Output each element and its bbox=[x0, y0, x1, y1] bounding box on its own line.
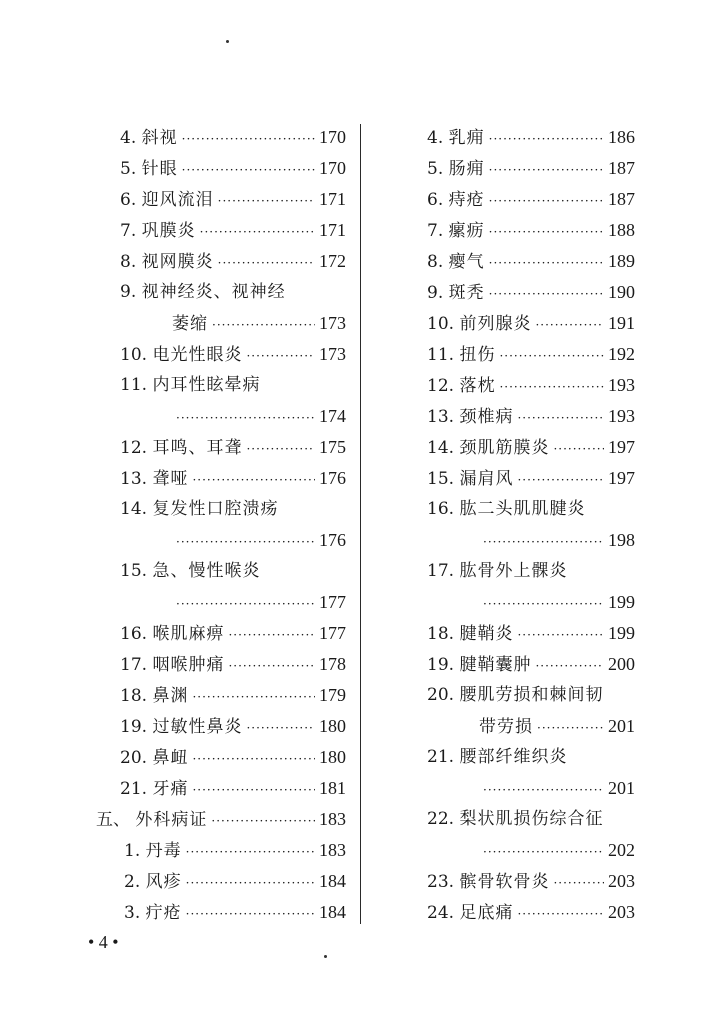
toc-entry-title: 颈肌筋膜炎 bbox=[459, 438, 550, 458]
toc-entry[interactable] bbox=[403, 153, 635, 184]
toc-page-number: 187 bbox=[608, 158, 635, 178]
toc-entry-title: 扭伤 bbox=[459, 345, 496, 365]
toc-entry-title: 颈椎病 bbox=[459, 407, 514, 427]
toc-entry[interactable] bbox=[403, 587, 635, 618]
toc-entry-number: 21. bbox=[427, 747, 455, 767]
toc-entry[interactable] bbox=[96, 153, 346, 184]
toc-entry[interactable] bbox=[403, 680, 635, 711]
toc-page-number: 184 bbox=[319, 902, 346, 922]
dot-leader bbox=[182, 124, 315, 155]
toc-entry-title: 乳痈 bbox=[448, 128, 485, 148]
toc-entry[interactable] bbox=[96, 277, 346, 308]
toc-entry-title: 腱鞘炎 bbox=[459, 624, 514, 644]
toc-entry-number: 6. bbox=[427, 190, 444, 210]
toc-page-number: 180 bbox=[319, 747, 346, 767]
toc-entry-title: 聋哑 bbox=[152, 469, 189, 489]
dot-leader bbox=[517, 403, 604, 434]
toc-entry-number: 19. bbox=[427, 655, 455, 675]
toc-entry[interactable] bbox=[96, 370, 346, 401]
toc-entry-number: 14. bbox=[427, 438, 455, 458]
toc-page-number: 177 bbox=[319, 623, 346, 643]
toc-page-number: 197 bbox=[608, 468, 635, 488]
toc-entry[interactable] bbox=[96, 649, 346, 680]
toc-entry[interactable] bbox=[403, 618, 635, 649]
toc-entry[interactable] bbox=[96, 246, 346, 277]
toc-entry[interactable] bbox=[96, 339, 346, 370]
dot-leader bbox=[176, 527, 315, 558]
toc-page-number: 193 bbox=[608, 375, 635, 395]
dot-leader bbox=[192, 465, 315, 496]
toc-page-number: 190 bbox=[608, 282, 635, 302]
toc-entry-title: 风疹 bbox=[145, 872, 182, 892]
toc-entry-title: 耳鸣、耳聋 bbox=[152, 438, 243, 458]
toc-entry-number: 5. bbox=[120, 159, 137, 179]
toc-page-number: 179 bbox=[319, 685, 346, 705]
toc-entry-title: 斑秃 bbox=[448, 283, 485, 303]
toc-entry-title: 过敏性鼻炎 bbox=[152, 717, 243, 737]
toc-entry-title: 电光性眼炎 bbox=[152, 345, 243, 365]
toc-page-number: 199 bbox=[608, 592, 635, 612]
dot-leader bbox=[483, 837, 604, 868]
toc-entry[interactable] bbox=[403, 866, 635, 897]
toc-entry-title: 牙痛 bbox=[152, 779, 189, 799]
toc-entry-title: 肱二头肌肌腱炎 bbox=[459, 499, 586, 519]
toc-page-number: 197 bbox=[608, 437, 635, 457]
toc-page-number: 201 bbox=[608, 778, 635, 798]
toc-page-number: 201 bbox=[608, 716, 635, 736]
toc-page-number: 180 bbox=[319, 716, 346, 736]
toc-entry-number: 10. bbox=[427, 314, 455, 334]
toc-entry[interactable] bbox=[96, 525, 346, 556]
toc-entry-title: 疔疮 bbox=[145, 903, 182, 923]
toc-page-number: 188 bbox=[608, 220, 635, 240]
dot-leader bbox=[246, 713, 315, 744]
toc-entry-number: 8. bbox=[120, 252, 137, 272]
page-folio: • 4 • bbox=[88, 932, 119, 952]
toc-entry-number: 10. bbox=[120, 345, 148, 365]
toc-page-number: 192 bbox=[608, 344, 635, 364]
toc-page-number: 172 bbox=[319, 251, 346, 271]
dot-leader bbox=[489, 279, 604, 310]
toc-entry-title: 咽喉肿痛 bbox=[152, 655, 225, 675]
toc-entry-title: 腱鞘囊肿 bbox=[459, 655, 532, 675]
toc-entry[interactable] bbox=[403, 463, 635, 494]
toc-entry-title: 瘿气 bbox=[448, 252, 485, 272]
toc-entry-number: 9. bbox=[120, 282, 137, 302]
dot-leader bbox=[489, 248, 604, 279]
toc-page-number: 199 bbox=[608, 623, 635, 643]
toc-page-number: 176 bbox=[319, 468, 346, 488]
toc-page-number: 173 bbox=[319, 313, 346, 333]
toc-entry[interactable] bbox=[96, 184, 346, 215]
toc-entry[interactable] bbox=[403, 432, 635, 463]
toc-entry-title: 肠痈 bbox=[448, 159, 485, 179]
toc-entry[interactable] bbox=[96, 897, 346, 928]
toc-page-number: 187 bbox=[608, 189, 635, 209]
toc-entry-title: 瘰疬 bbox=[448, 221, 485, 241]
dot-leader bbox=[186, 899, 315, 930]
toc-entry-title: 丹毒 bbox=[145, 841, 182, 861]
toc-entry-number: 11. bbox=[120, 375, 148, 395]
toc-entry-title: 巩膜炎 bbox=[141, 221, 196, 241]
dot-leader bbox=[218, 248, 315, 279]
toc-entry-title: 漏肩风 bbox=[459, 469, 514, 489]
toc-entry[interactable] bbox=[403, 370, 635, 401]
toc-entry[interactable] bbox=[403, 494, 635, 525]
toc-entry-title: 斜视 bbox=[141, 128, 178, 148]
speck bbox=[226, 40, 229, 43]
toc-entry-number: 14. bbox=[120, 499, 148, 519]
toc-page-number: 170 bbox=[319, 158, 346, 178]
toc-entry[interactable] bbox=[403, 122, 635, 153]
toc-entry[interactable] bbox=[96, 866, 346, 897]
toc-entry-title: 视网膜炎 bbox=[141, 252, 214, 272]
toc-left-column bbox=[96, 122, 346, 928]
toc-entry-title: 视神经炎、视神经 bbox=[141, 282, 286, 302]
toc-entry-number: 11. bbox=[427, 345, 455, 365]
dot-leader bbox=[211, 806, 315, 837]
toc-page-number: 177 bbox=[319, 592, 346, 612]
toc-page-number: 174 bbox=[319, 406, 346, 426]
toc-entry-number: 9. bbox=[427, 283, 444, 303]
toc-entry[interactable] bbox=[96, 680, 346, 711]
toc-entry-title: 肱骨外上髁炎 bbox=[459, 561, 568, 581]
toc-entry-title: 前列腺炎 bbox=[459, 314, 532, 334]
toc-entry[interactable] bbox=[96, 804, 346, 835]
dot-leader bbox=[228, 651, 315, 682]
toc-entry-title: 外科病证 bbox=[135, 810, 208, 830]
toc-entry[interactable] bbox=[96, 587, 346, 618]
dot-leader bbox=[517, 620, 604, 651]
toc-entry[interactable] bbox=[96, 742, 346, 773]
dot-leader bbox=[489, 217, 604, 248]
toc-entry-number: 22. bbox=[427, 809, 455, 829]
toc-entry-number: 23. bbox=[427, 872, 455, 892]
toc-entry-title: 腰肌劳损和棘间韧 bbox=[459, 685, 604, 705]
toc-entry[interactable] bbox=[403, 184, 635, 215]
toc-entry-number: 18. bbox=[120, 686, 148, 706]
toc-entry[interactable] bbox=[403, 835, 635, 866]
dot-leader bbox=[537, 713, 604, 744]
toc-entry-number: 20. bbox=[120, 748, 148, 768]
dot-leader bbox=[517, 899, 604, 930]
dot-leader bbox=[176, 589, 315, 620]
toc-entry[interactable] bbox=[96, 122, 346, 153]
dot-leader bbox=[553, 868, 604, 899]
toc-entry[interactable] bbox=[403, 308, 635, 339]
toc-entry-number: 7. bbox=[120, 221, 137, 241]
toc-right-column bbox=[403, 122, 635, 928]
toc-entry[interactable] bbox=[403, 773, 635, 804]
toc-entry[interactable] bbox=[403, 556, 635, 587]
dot-leader bbox=[499, 372, 604, 403]
toc-entry-number: 4. bbox=[427, 128, 444, 148]
toc-entry[interactable] bbox=[403, 742, 635, 773]
dot-leader bbox=[489, 186, 604, 217]
toc-entry-title: 喉肌麻痹 bbox=[152, 624, 225, 644]
toc-page-number: 202 bbox=[608, 840, 635, 860]
toc-entry-number: 17. bbox=[427, 561, 455, 581]
toc-page-number: 170 bbox=[319, 127, 346, 147]
dot-leader bbox=[182, 155, 315, 186]
toc-page-number: 198 bbox=[608, 530, 635, 550]
toc-entry-number: 8. bbox=[427, 252, 444, 272]
dot-leader bbox=[553, 434, 604, 465]
toc-entry-title: 髌骨软骨炎 bbox=[459, 872, 550, 892]
toc-entry[interactable] bbox=[96, 556, 346, 587]
dot-leader bbox=[535, 310, 604, 341]
dot-leader bbox=[212, 310, 315, 341]
toc-page-number: 181 bbox=[319, 778, 346, 798]
toc-page-number: 193 bbox=[608, 406, 635, 426]
toc-entry-title: 鼻衄 bbox=[152, 748, 189, 768]
toc-entry[interactable] bbox=[96, 463, 346, 494]
column-divider bbox=[360, 124, 361, 924]
toc-entry[interactable] bbox=[403, 339, 635, 370]
toc-entry[interactable] bbox=[403, 215, 635, 246]
toc-entry-title: 痔疮 bbox=[448, 190, 485, 210]
toc-entry[interactable] bbox=[403, 277, 635, 308]
toc-entry-title: 鼻渊 bbox=[152, 686, 189, 706]
dot-leader bbox=[192, 775, 315, 806]
toc-entry[interactable] bbox=[96, 618, 346, 649]
toc-entry-number: 16. bbox=[427, 499, 455, 519]
toc-entry-number: 12. bbox=[120, 438, 148, 458]
toc-entry-number: 13. bbox=[120, 469, 148, 489]
toc-entry[interactable] bbox=[96, 773, 346, 804]
dot-leader bbox=[228, 620, 315, 651]
dot-leader bbox=[489, 155, 604, 186]
toc-entry[interactable] bbox=[96, 401, 346, 432]
toc-entry-number: 15. bbox=[427, 469, 455, 489]
dot-leader bbox=[535, 651, 604, 682]
toc-entry-title: 萎缩 bbox=[172, 314, 208, 334]
toc-page-number: 191 bbox=[608, 313, 635, 333]
toc-entry-number: 5. bbox=[427, 159, 444, 179]
toc-page-number: 184 bbox=[319, 871, 346, 891]
toc-entry[interactable] bbox=[403, 897, 635, 928]
toc-entry-number: 16. bbox=[120, 624, 148, 644]
toc-entry[interactable] bbox=[403, 649, 635, 680]
toc-entry-number: 1. bbox=[124, 841, 141, 861]
toc-entry-title: 内耳性眩晕病 bbox=[152, 375, 261, 395]
toc-entry[interactable] bbox=[96, 308, 346, 339]
dot-leader bbox=[246, 341, 315, 372]
toc-entry-number: 17. bbox=[120, 655, 148, 675]
toc-entry[interactable] bbox=[403, 804, 635, 835]
toc-page-number: 178 bbox=[319, 654, 346, 674]
toc-entry-title: 带劳损 bbox=[479, 717, 533, 737]
toc-page-number: 203 bbox=[608, 902, 635, 922]
toc-entry[interactable] bbox=[96, 494, 346, 525]
dot-leader bbox=[186, 837, 315, 868]
toc-entry-title: 急、慢性喉炎 bbox=[152, 561, 261, 581]
dot-leader bbox=[200, 217, 315, 248]
toc-entry[interactable] bbox=[403, 525, 635, 556]
dot-leader bbox=[192, 682, 315, 713]
toc-page-number: 189 bbox=[608, 251, 635, 271]
toc-entry-title: 迎风流泪 bbox=[141, 190, 214, 210]
toc-entry[interactable] bbox=[403, 246, 635, 277]
toc-entry-number: 15. bbox=[120, 561, 148, 581]
dot-leader bbox=[499, 341, 604, 372]
toc-entry-title: 复发性口腔溃疡 bbox=[152, 499, 279, 519]
toc-page-number: 173 bbox=[319, 344, 346, 364]
toc-entry-title: 针眼 bbox=[141, 159, 178, 179]
dot-leader bbox=[489, 124, 604, 155]
toc-entry[interactable] bbox=[403, 401, 635, 432]
toc-entry-number: 24. bbox=[427, 903, 455, 923]
dot-leader bbox=[192, 744, 315, 775]
toc-page-number: 176 bbox=[319, 530, 346, 550]
toc-entry-title: 腰部纤维织炎 bbox=[459, 747, 568, 767]
toc-page-number: 203 bbox=[608, 871, 635, 891]
toc-entry[interactable] bbox=[403, 711, 635, 742]
speck bbox=[324, 955, 327, 958]
dot-leader bbox=[483, 775, 604, 806]
toc-entry-number: 19. bbox=[120, 717, 148, 737]
toc-entry[interactable] bbox=[96, 835, 346, 866]
toc-page-number: 175 bbox=[319, 437, 346, 457]
dot-leader bbox=[483, 527, 604, 558]
toc-page-number: 171 bbox=[319, 189, 346, 209]
toc-page-number: 186 bbox=[608, 127, 635, 147]
dot-leader bbox=[517, 465, 604, 496]
toc-entry-number: 五、 bbox=[96, 810, 130, 830]
toc-entry-number: 2. bbox=[124, 872, 141, 892]
toc-entry-number: 13. bbox=[427, 407, 455, 427]
dot-leader bbox=[176, 403, 315, 434]
toc-page-number: 183 bbox=[319, 840, 346, 860]
toc-entry-number: 6. bbox=[120, 190, 137, 210]
toc-page-number: 183 bbox=[319, 809, 346, 829]
dot-leader bbox=[483, 589, 604, 620]
dot-leader bbox=[246, 434, 315, 465]
toc-entry-number: 7. bbox=[427, 221, 444, 241]
toc-entry-title: 足底痛 bbox=[459, 903, 514, 923]
toc-page-number: 171 bbox=[319, 220, 346, 240]
toc-entry-number: 20. bbox=[427, 685, 455, 705]
toc-page-number: 200 bbox=[608, 654, 635, 674]
toc-entry-title: 梨状肌损伤综合征 bbox=[459, 809, 604, 829]
toc-entry[interactable] bbox=[96, 432, 346, 463]
dot-leader bbox=[186, 868, 315, 899]
toc-entry[interactable] bbox=[96, 711, 346, 742]
toc-entry-number: 12. bbox=[427, 376, 455, 396]
dot-leader bbox=[218, 186, 315, 217]
toc-entry-number: 21. bbox=[120, 779, 148, 799]
toc-entry-number: 3. bbox=[124, 903, 141, 923]
toc-entry-number: 4. bbox=[120, 128, 137, 148]
toc-entry[interactable] bbox=[96, 215, 346, 246]
toc-entry-title: 落枕 bbox=[459, 376, 496, 396]
toc-entry-number: 18. bbox=[427, 624, 455, 644]
